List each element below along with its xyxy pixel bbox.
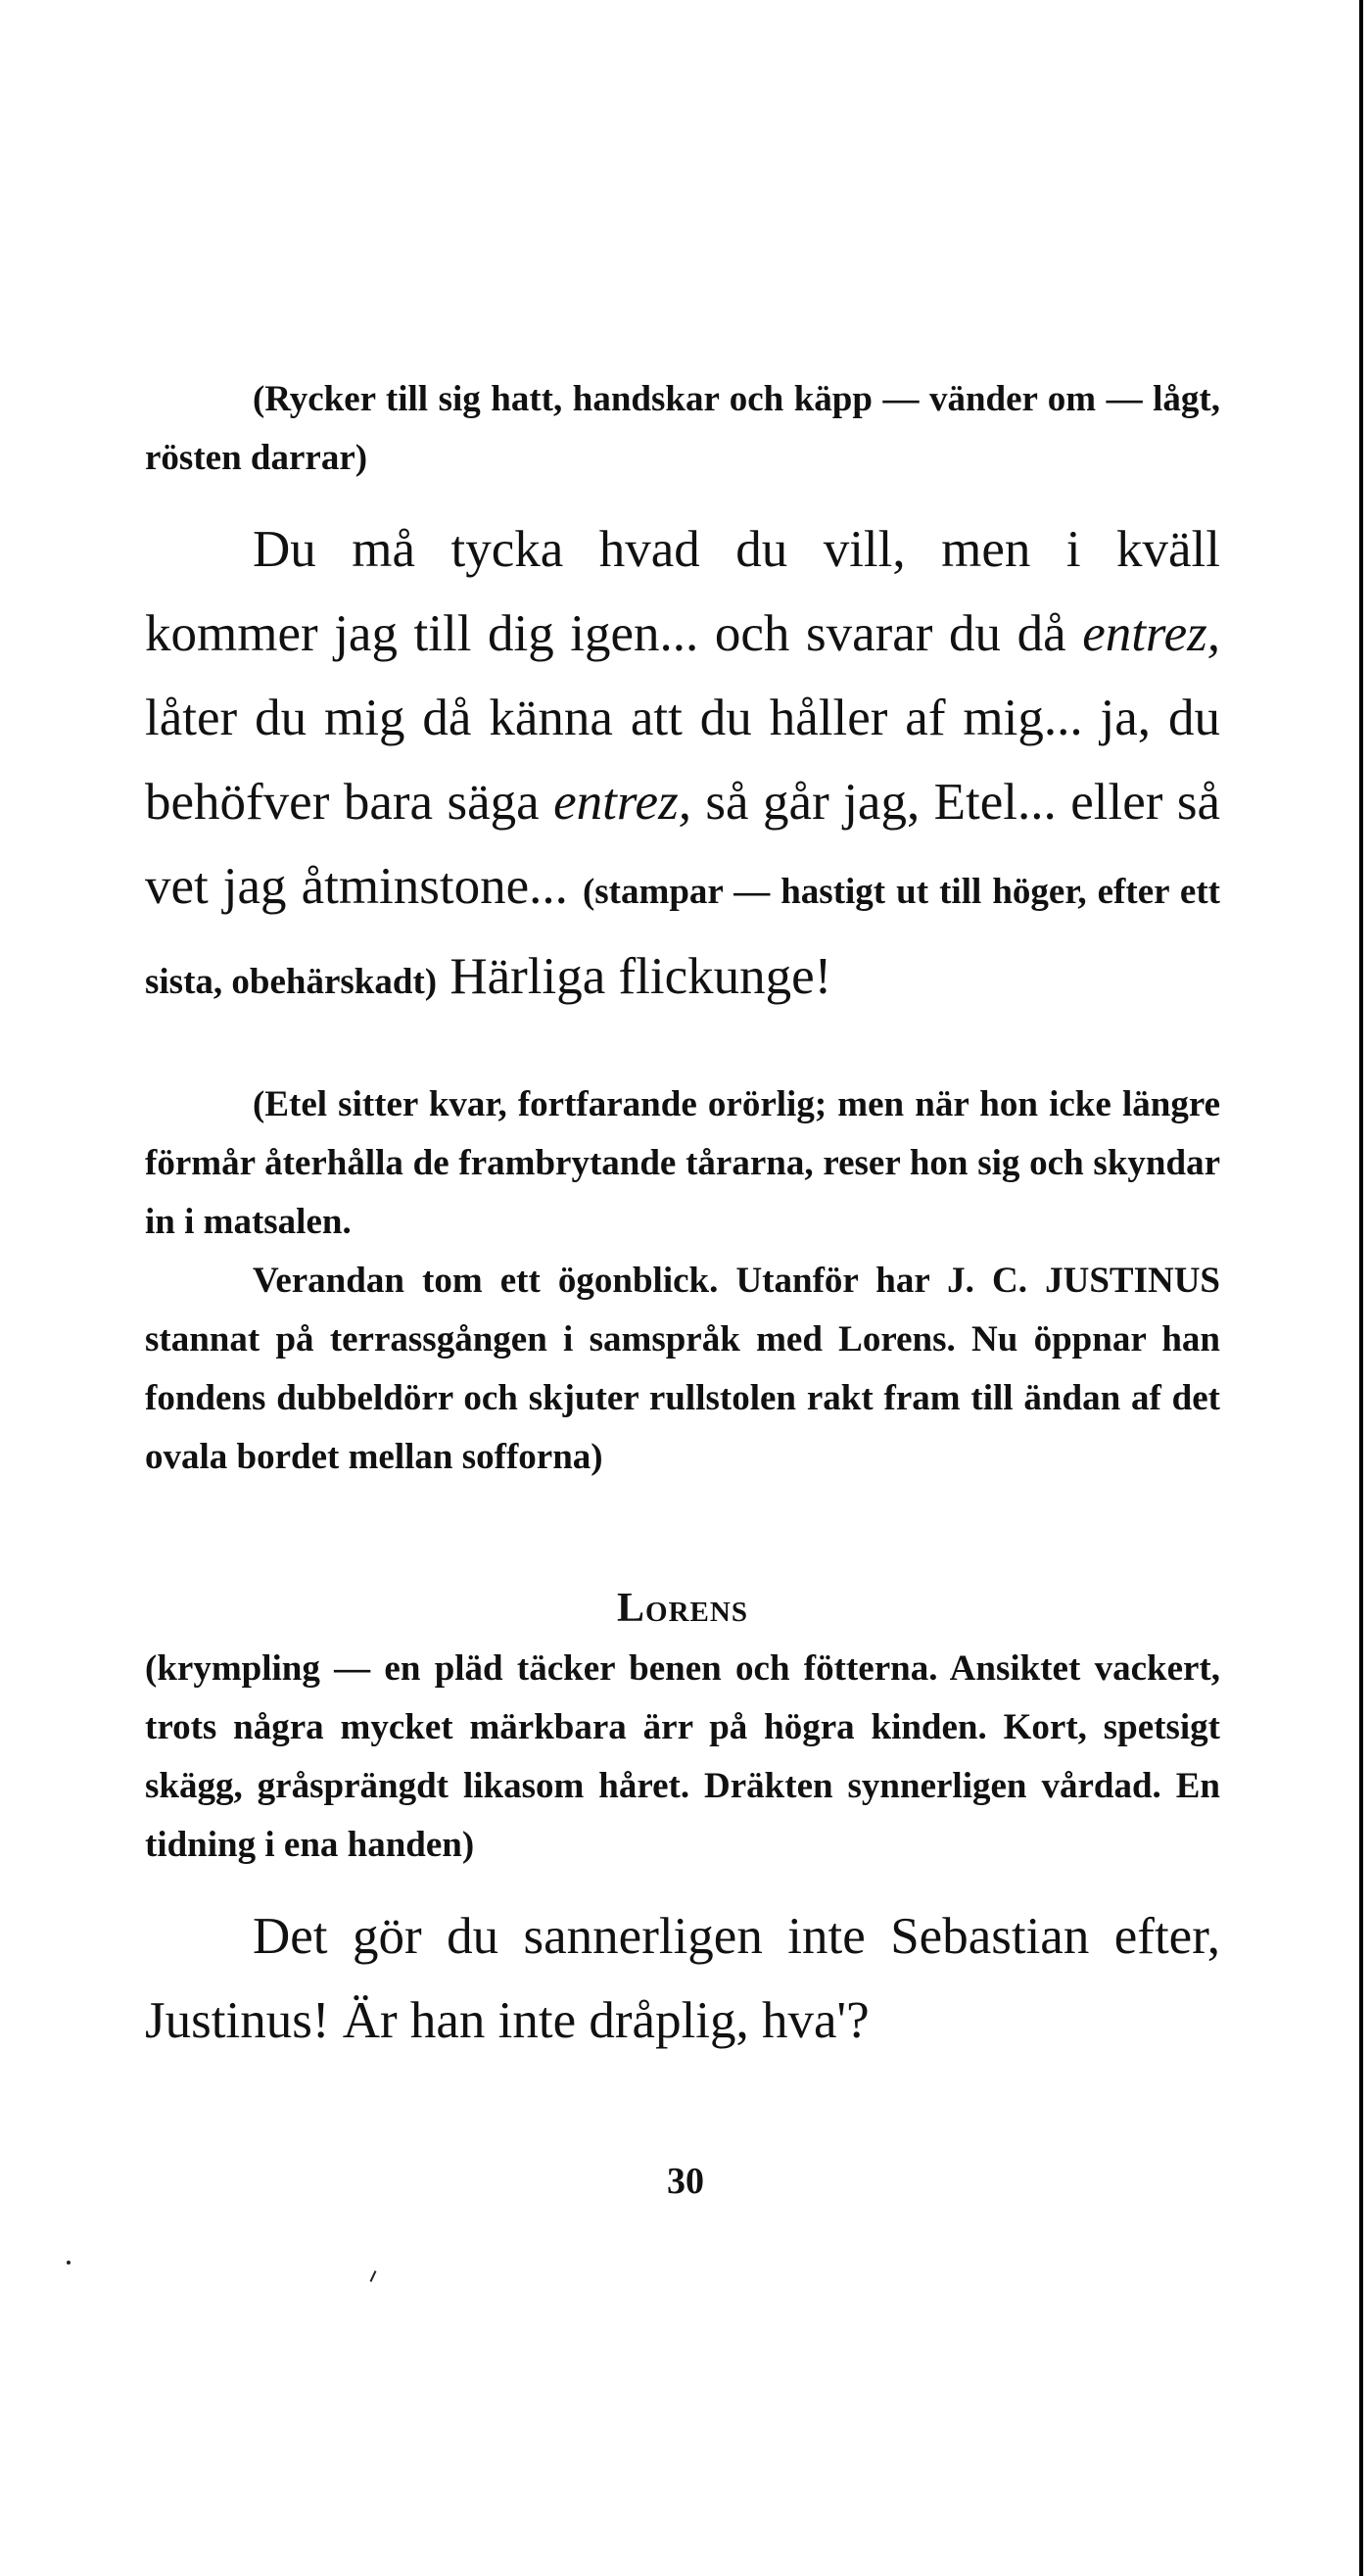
scan-speck	[67, 2261, 71, 2265]
dialogue-1-part-3: så går jag, Etel... eller så vet jag åtminstone...	[145, 774, 1221, 915]
stage-direction-3: Verandan tom ett ögonblick. Utanför har J. C. JUSTINUS stannat på terrassgången i samspråk med Lorens. Nu öppnar han fondens dubbeldörr och skjuter rullstolen rakt fram till ändan af det ovala bordet mellan sofforna)	[145, 1261, 1220, 1477]
dialogue-1-italic-1: entrez,	[1082, 605, 1220, 662]
scan-mark	[370, 2270, 377, 2282]
speaker-name: Lorens	[617, 1586, 748, 1631]
page-number: 30	[667, 2161, 704, 2202]
dialogue-1	[145, 507, 1220, 1025]
dialogue-1-italic-2: entrez,	[553, 774, 691, 831]
page-content	[145, 370, 1220, 2063]
stage-direction-1: (Rycker till sig hatt, handskar och käpp — vänder om — lågt, rösten darrar)	[145, 379, 1220, 478]
stage-direction-4: (krympling — en pläd täcker benen och fötterna. Ansiktet vackert, trots några mycket märkbara ärr på högra kinden. Kort, spetsigt skägg, gråsprängdt likasom håret. Dräkten synnerligen vårdad. En tidning i ena handen)	[145, 1648, 1220, 1865]
dialogue-1-part-1: Du må tycka hvad du vill, men i kväll kommer jag till dig igen... och svarar du då	[145, 521, 1220, 662]
dialogue-1-part-2: låter du mig då känna att du håller af mig... ja, du behöfver bara säga	[145, 690, 1220, 831]
dialogue-1-part-4: Härliga flickunge!	[437, 948, 832, 1005]
stage-direction-2: (Etel sitter kvar, fortfarande orörlig; men när hon icke längre förmår återhålla de frambrytande tårarna, reser hon sig och skyndar in i matsalen.	[145, 1084, 1220, 1242]
inline-stage-direction: (stampar — hastigt ut till höger, efter ett sista, obehärskadt)	[145, 872, 1220, 1002]
dialogue-2: Det gör du sannerligen inte Sebastian efter, Justinus! Är han inte dråplig, hva'?	[145, 1908, 1220, 2049]
